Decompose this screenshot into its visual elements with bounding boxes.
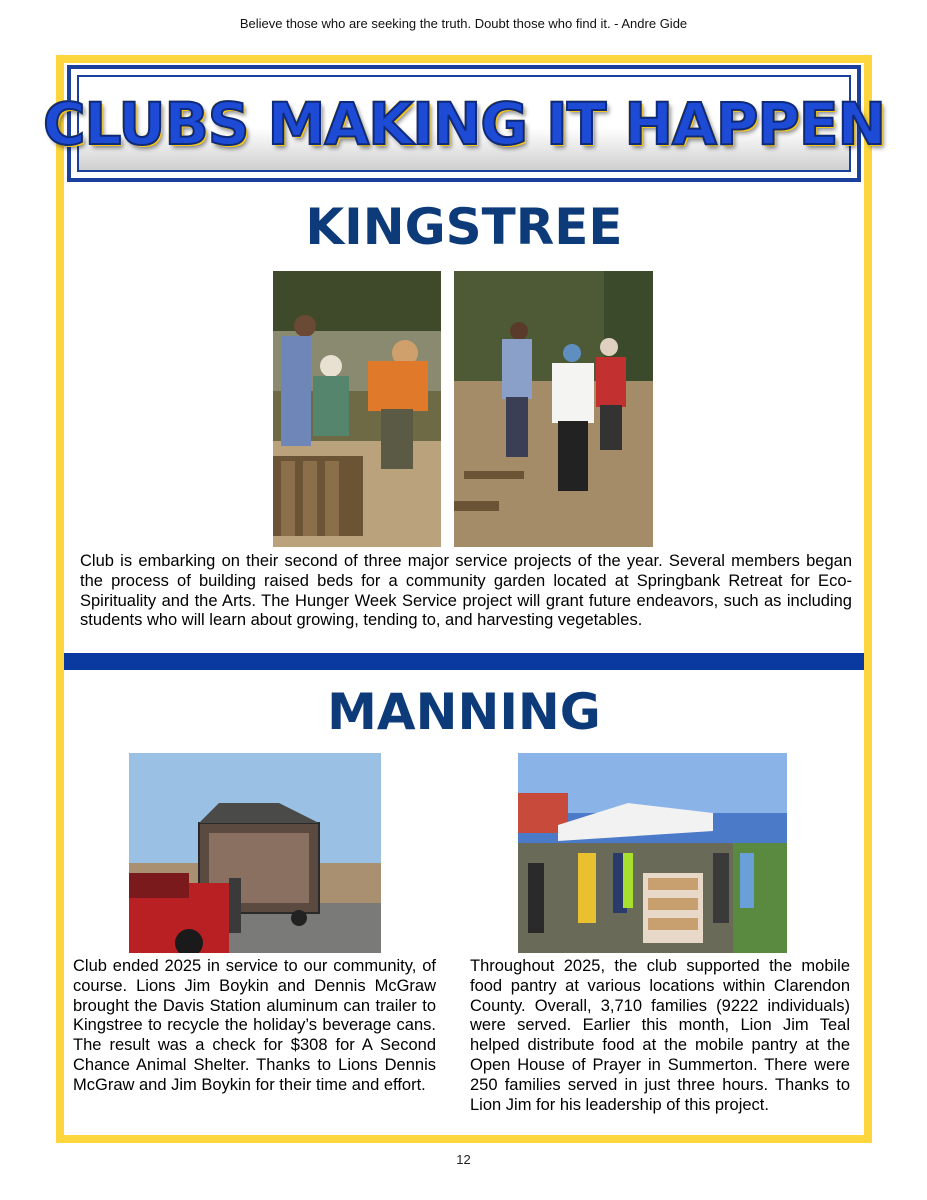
manning-left-paragraph: Club ended 2025 in service to our community, of course. Lions Jim Boykin and Dennis McGraw brought the Davis Station aluminum can trailer to Kingstree to recycle the holiday’s beverage cans. The result was a check for $308 for A Second Chance Animal Shelter. Thanks to Lions Dennis McGraw and Jim Boykin for their time and effort. xyxy=(73,957,436,1094)
manning-trailer-photo xyxy=(129,753,381,953)
kingstree-garden-photo-1 xyxy=(273,271,441,547)
manning-food-pantry-photo xyxy=(518,753,787,953)
kingstree-garden-photo-2 xyxy=(454,271,653,547)
trailer-photo-image xyxy=(129,753,381,953)
newsletter-frame xyxy=(42,55,886,1143)
food-pantry-photo-image xyxy=(518,753,787,953)
manning-title: MANNING xyxy=(327,683,601,741)
kingstree-paragraph: Club is embarking on their second of three major service projects of the year. Several members began the process of building raised beds for a community garden located at Springbank Retreat for Eco-Spirituality and the Arts. The Hunger Week Service project will grant future endeavors, such as including students who will learn about growing, tending to, and harvesting vegetables. xyxy=(80,552,852,630)
manning-right-paragraph: Throughout 2025, the club supported the mobile food pantry at various locations within Clarendon County. Overall, 3,710 families (9222 individuals) were served. Earlier this month, Lion Jim Teal helped distribute food at the mobile pantry at the Open House of Prayer in Summerton. There were 250 families served in just three hours. Thanks to Lion Jim for his leadership of this project. xyxy=(470,957,850,1114)
garden-photo-2-image xyxy=(454,271,653,547)
banner xyxy=(42,65,886,182)
banner-inner xyxy=(42,75,886,172)
page-number: 12 xyxy=(456,1152,471,1167)
header-quote: Believe those who are seeking the truth. Doubt those who find it. - Andre Gide xyxy=(239,16,688,31)
banner-title: CLUBS MAKING IT HAPPEN xyxy=(42,89,886,158)
kingstree-title: KINGSTREE xyxy=(305,198,623,256)
garden-photo-1-image xyxy=(273,271,441,547)
section-divider xyxy=(64,653,864,670)
